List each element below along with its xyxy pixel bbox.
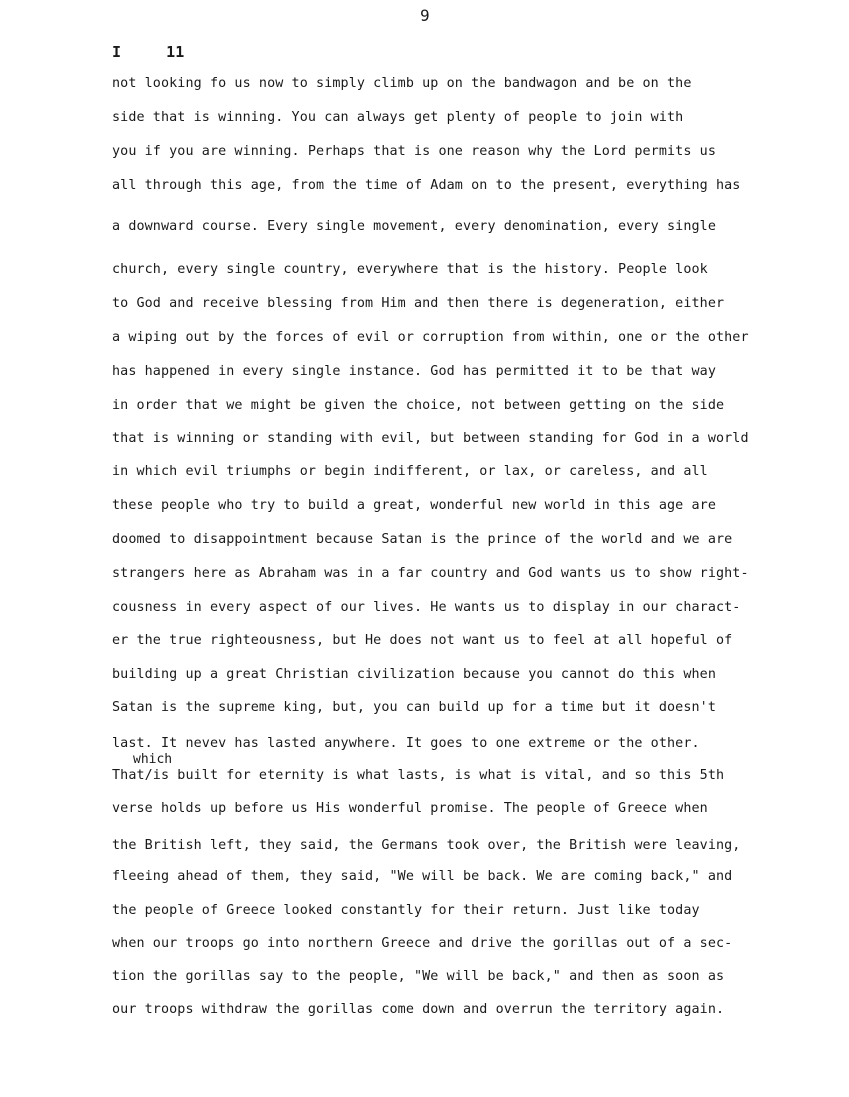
- text-line: in which evil triumphs or begin indifferent, or lax, or careless, and all: [112, 464, 708, 479]
- text-line: side that is winning. You can always get plenty of people to join with: [112, 110, 684, 125]
- interlinear-insert: which: [133, 752, 173, 767]
- text-line: doomed to disappointment because Satan is the prince of the world and we are: [112, 532, 733, 547]
- text-line: our troops withdraw the gorillas come down and overrun the territory again.: [112, 1002, 725, 1017]
- text-line: to God and receive blessing from Him and then there is degeneration, either: [112, 296, 725, 311]
- page-number: 9: [420, 6, 430, 25]
- text-line: strangers here as Abraham was in a far country and God wants us to show right-: [112, 566, 749, 581]
- text-line: a downward course. Every single movement, every denomination, every single: [112, 219, 716, 234]
- text-line: building up a great Christian civilization because you cannot do this when: [112, 667, 716, 682]
- text-line: you if you are winning. Perhaps that is one reason why the Lord permits us: [112, 144, 716, 159]
- text-line: Satan is the supreme king, but, you can build up for a time but it doesn't: [112, 700, 716, 715]
- text-line: when our troops go into northern Greece and drive the gorillas out of a sec-: [112, 936, 733, 951]
- text-line: er the true righteousness, but He does not want us to feel at all hopeful of: [112, 633, 733, 648]
- text-line: that is winning or standing with evil, but between standing for God in a world: [112, 431, 749, 446]
- text-line: not looking fo us now to simply climb up on the bandwagon and be on the: [112, 76, 692, 91]
- text-line: fleeing ahead of them, they said, "We will be back. We are coming back," and: [112, 869, 733, 884]
- text-line: the British left, they said, the Germans took over, the British were leaving,: [112, 838, 741, 853]
- text-line: tion the gorillas say to the people, "We will be back," and then as soon as: [112, 969, 725, 984]
- text-line: cousness in every aspect of our lives. He wants us to display in our charact-: [112, 600, 741, 615]
- text-line: church, every single country, everywhere that is the history. People look: [112, 262, 708, 277]
- text-line: in order that we might be given the choice, not between getting on the side: [112, 398, 725, 413]
- text-line: these people who try to build a great, wonderful new world in this age are: [112, 498, 716, 513]
- text-line: last. It nevev has lasted anywhere. It goes to one extreme or the other.: [112, 736, 700, 751]
- text-line: a wiping out by the forces of evil or corruption from within, one or the other: [112, 330, 749, 345]
- text-line: the people of Greece looked constantly for their return. Just like today: [112, 903, 700, 918]
- text-line: has happened in every single instance. God has permitted it to be that way: [112, 364, 716, 379]
- section-marker: I 11: [112, 43, 185, 61]
- text-line: all through this age, from the time of Adam on to the present, everything has: [112, 178, 741, 193]
- text-line: verse holds up before us His wonderful promise. The people of Greece when: [112, 801, 708, 816]
- text-line: That/is built for eternity is what lasts, is what is vital, and so this 5th: [112, 768, 725, 783]
